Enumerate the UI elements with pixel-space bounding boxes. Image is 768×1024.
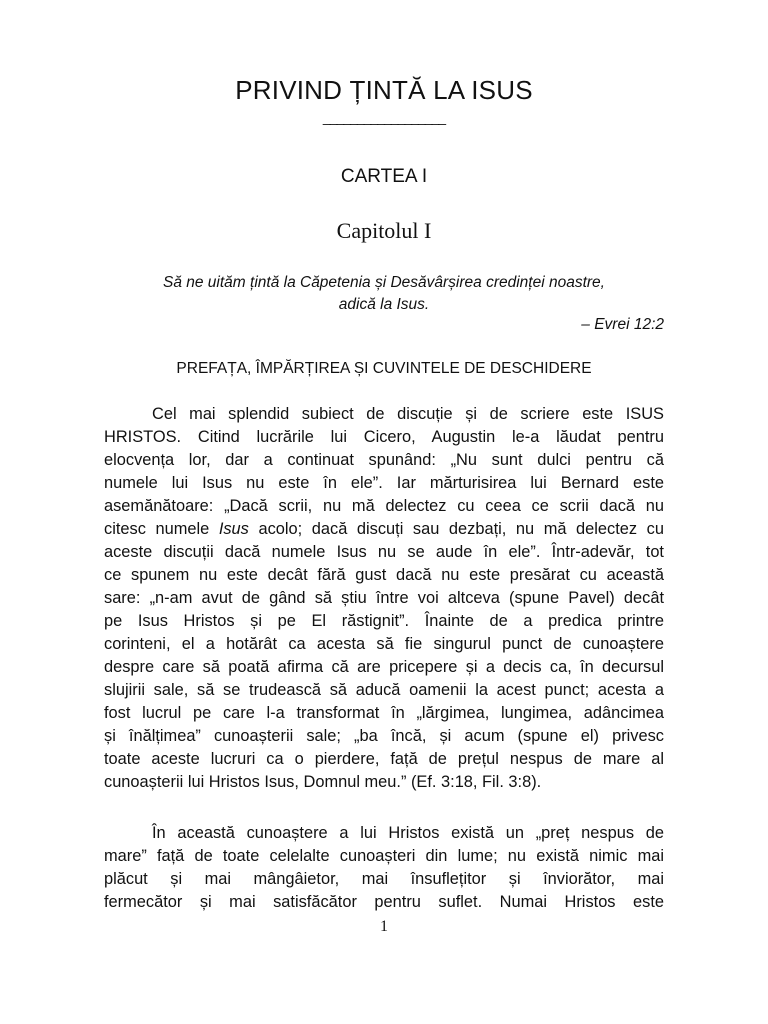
book-heading: CARTEA I <box>340 166 428 187</box>
document-title: PRIVIND ȚINTĂ LA ISUS <box>235 75 533 105</box>
section-heading: PREFAȚA, ÎMPĂRȚIREA ȘI CUVINTELE DE DESCHIDERE <box>176 360 592 377</box>
paragraph-line: Cel mai splendid subiect de discuție și de scriere este ISUS <box>152 405 664 423</box>
epigraph-reference: – Evrei 12:2 <box>581 316 664 333</box>
text-run: acolo; dacă discuți sau dezbați, nu mă delectez cu <box>248 520 664 538</box>
page-number: 1 <box>380 918 388 935</box>
epigraph <box>104 272 664 316</box>
paragraph-line: În această cunoaștere a lui Hristos există un „preț nespus de <box>152 824 664 842</box>
paragraph-line: HRISTOS. Citind lucrările lui Cicero, Augustin le-a lăudat pentru <box>104 428 664 446</box>
chapter-heading: Capitolul I <box>336 218 432 243</box>
paragraph-line: plăcut și mai mângâietor, mai însuflețitor și înviorător, mai <box>104 870 664 888</box>
paragraph-line: toate aceste lucruri ca o pierdere, față de prețul nespus de mare al <box>104 750 664 768</box>
paragraph-line: fermecător și mai satisfăcător pentru suflet. Numai Hristos este <box>104 893 664 911</box>
text-run: citesc numele <box>104 520 219 538</box>
epigraph-line-2: adică la Isus. <box>338 296 430 313</box>
paragraph-2 <box>104 822 664 914</box>
paragraph-line: mare” față de toate celelalte cunoașteri din lume; nu există nimic mai <box>104 847 664 865</box>
paragraph-line: asemănătoare: „Dacă scrii, nu mă delectez cu ceea ce scrii dacă nu <box>104 497 664 515</box>
paragraph-line: elocvența lor, dar a continuat spunând: „Nu sunt dulci pentru că <box>104 451 664 469</box>
title-underline: __________________ <box>322 109 446 125</box>
epigraph-line-1: Să ne uităm țintă la Căpetenia și Desăvârșirea credinței noastre, <box>163 274 605 291</box>
paragraph-line: și înălțimea” cunoașterii sale; „ba încă, și acum (spune el) privesc <box>104 727 664 745</box>
italic-name: Isus <box>218 520 249 538</box>
paragraph-line: fost lucrul pe care l-a transformat în „lărgimea, lungimea, adâncimea <box>104 704 664 722</box>
paragraph-line: ce spunem nu este decât fără gust dacă nu este presărat cu această <box>104 566 664 584</box>
paragraph-line: numele lui Isus nu este în ele”. Iar mărturisirea lui Bernard este <box>104 474 664 492</box>
paragraph-line: corinteni, el a hotărât ca acesta să fie singurul punct de cunoaștere <box>104 635 664 653</box>
paragraph-line: sare: „n-am avut de gând să știu între voi altceva (spune Pavel) decât <box>104 589 664 607</box>
paragraph-line-with-italic <box>104 518 664 541</box>
paragraph-1 <box>104 403 664 794</box>
paragraph-line: pe Isus Hristos și pe El răstignit”. Înainte de a predica printre <box>104 612 664 630</box>
paragraph-line: aceste discuții dacă numele Isus nu se aude în ele”. Într-adevăr, tot <box>104 543 664 561</box>
paragraph-line: cunoașterii lui Hristos Isus, Domnul meu.” (Ef. 3:18, Fil. 3:8). <box>104 773 542 791</box>
paragraph-line: despre care să poată afirma că are pricepere și a decis ca, în decursul <box>104 658 664 676</box>
paragraph-line: slujirii sale, să se trudească să aducă oamenii la acest punct; acesta a <box>104 681 664 699</box>
